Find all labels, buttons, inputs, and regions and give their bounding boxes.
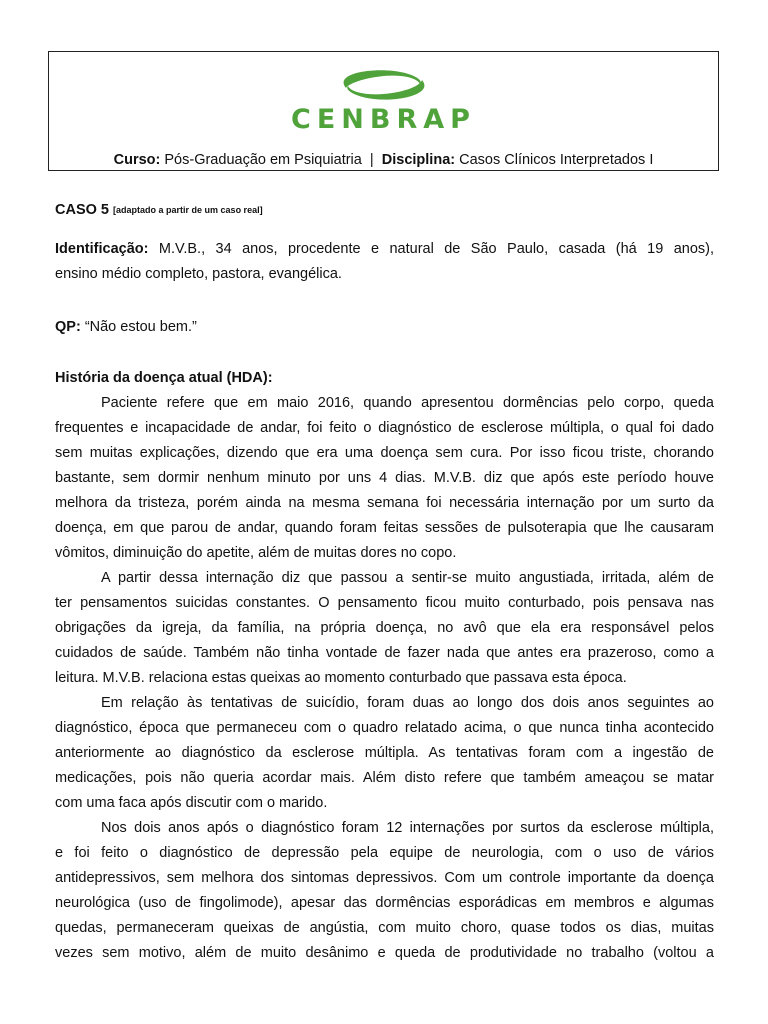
text-line: diagnóstico, época que permaneceu com o quadro relatado acima, o que nunca tinha acontecido — [55, 720, 714, 736]
text-line: leitura. M.V.B. relaciona estas queixas ao momento conturbado que passava esta época. — [55, 670, 627, 686]
course-line — [49, 152, 718, 168]
text-line: sem muitas explicações, dizendo que era uma doença sem cura. Por isso ficou triste, chorando — [55, 445, 714, 461]
text-line: vômitos, diminuição do apetite, além de muitas dores no copo. — [55, 545, 457, 561]
course-label: Curso: — [113, 152, 161, 168]
discipline-label: Disciplina: — [381, 152, 456, 168]
text-line: medicações, pois não queria acordar mais. Além disto refere que também ameaçou se matar — [55, 770, 714, 786]
text-line: frequentes e incapacidade de andar, foi feito o diagnóstico de esclerose múltipla, o qual foi dado — [55, 420, 714, 436]
text-line: doença, em que parou de andar, quando foram feitas sessões de pulsoterapia que lhe causaram — [55, 520, 714, 536]
cenbrap-logo — [49, 62, 718, 108]
case-note: [adaptado a partir de um caso real] — [113, 205, 263, 215]
discipline-value: Casos Clínicos Interpretados I — [459, 152, 654, 168]
hda-paragraph-2 — [55, 566, 714, 691]
hda-paragraph-3 — [55, 691, 714, 816]
hda-heading: História da doença atual (HDA): — [55, 370, 273, 386]
qp-section — [55, 315, 714, 340]
identification-section — [55, 237, 714, 287]
text-line: melhora da tristeza, porém ainda na mesma semana foi necessária internação por um surto da — [55, 495, 714, 511]
text-line: anteriormente ao diagnóstico da esclerose múltipla. As tentativas foram com a ingestão de — [55, 745, 714, 761]
course-value: Pós-Graduação em Psiquiatria — [164, 152, 362, 168]
identification-line-2: ensino médio completo, pastora, evangélica. — [55, 266, 342, 282]
text-line: Em relação às tentativas de suicídio, foram duas ao longo dos dois anos seguintes ao — [101, 695, 714, 711]
text-line: A partir dessa internação diz que passou a sentir-se muito angustiada, irritada, além de — [101, 570, 714, 586]
identification-line-1: Identificação: M.V.B., 34 anos, procedente e natural de São Paulo, casada (há 19 anos), — [55, 241, 714, 257]
separator: | — [369, 152, 374, 168]
document-header — [48, 51, 719, 171]
logo-wordmark: CENBRAP — [291, 104, 476, 135]
text-line: e foi feito o diagnóstico de depressão pela equipe de neurologia, com o uso de vários — [55, 845, 714, 861]
text-line: neurológica (uso de fingolimode), apesar das dormências esporádicas em membros e algumas — [55, 895, 714, 911]
text-line: ter pensamentos suicidas constantes. O pensamento ficou muito conturbado, pois pensava nas — [55, 595, 714, 611]
case-title: CASO 5 [adaptado a partir de um caso real] — [55, 202, 263, 218]
hda-section — [55, 366, 714, 966]
text-line: Paciente refere que em maio 2016, quando apresentou dormências pelo corpo, queda — [101, 395, 714, 411]
text-line: quedas, permaneceram queixas de angústia, com muito choro, quase todos os dias, muitas — [55, 920, 714, 936]
text-line: antidepressivos, sem melhora dos sintomas depressivos. Com um controle importante da doença — [55, 870, 714, 886]
text-line: vezes sem motivo, além de muito desânimo e queda de produtividade no trabalho (voltou a — [55, 945, 714, 961]
identification-label: Identificação: — [55, 241, 149, 257]
text-line: bastante, sem dormir nenhum minuto por uns 4 dias. M.V.B. diz que após este período houve — [55, 470, 714, 486]
hda-paragraph-4 — [55, 816, 714, 966]
qp-text: “Não estou bem.” — [84, 319, 197, 335]
logo-swoosh-icon — [324, 62, 444, 108]
text-line: cuidados de saúde. Também não tinha vontade de fazer nada que antes era prazeroso, como a — [55, 645, 714, 661]
text-line: Nos dois anos após o diagnóstico foram 12 internações por surtos da esclerose múltipla, — [101, 820, 714, 836]
text-line: obrigações da igreja, da família, na própria doença, no avô que ela era responsável pelos — [55, 620, 714, 636]
text-line: com uma faca após discutir com o marido. — [55, 795, 328, 811]
qp-label: QP: — [55, 319, 81, 335]
hda-paragraph-1 — [55, 391, 714, 566]
